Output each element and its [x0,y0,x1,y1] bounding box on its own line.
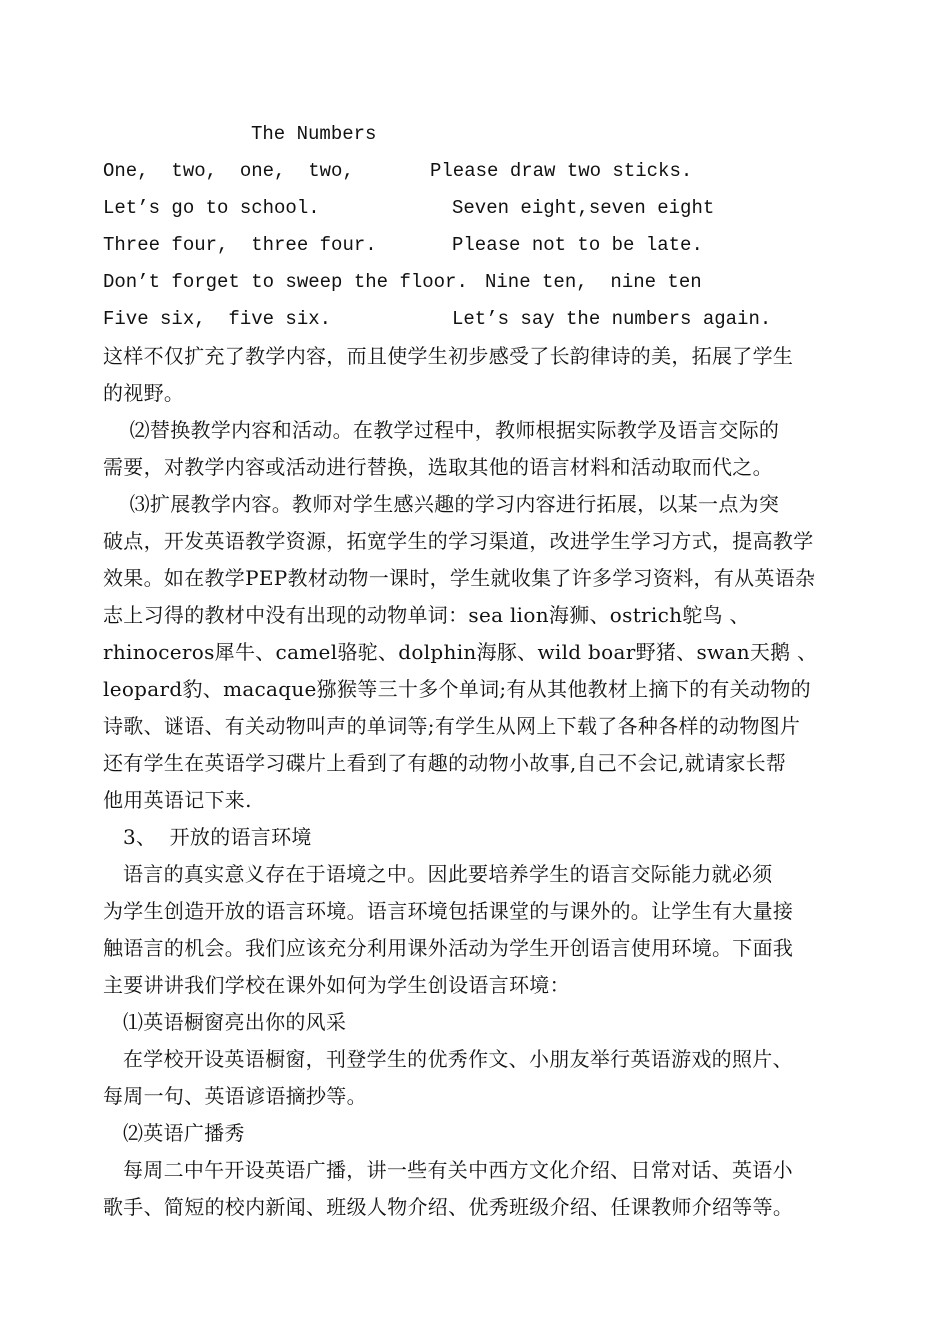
poem-line-left: Five six, five six. [103,308,332,330]
body-line: 这样不仅扩充了教学内容，而且使学生初步感受了长韵律诗的美，拓展了学生 [103,344,794,368]
body-line: 破点，开发英语教学资源，拓宽学生的学习渠道，改进学生学习方式，提高教学 [103,529,814,553]
poem-line-left: Don’t forget to sweep the floor. [103,271,468,293]
body-line: 在学校开设英语橱窗，刊登学生的优秀作文、小朋友举行英语游戏的照片、 [103,1047,793,1071]
poem-line-right: Let’s say the numbers again. [452,308,772,330]
body-line: ⑵替换教学内容和活动。在教学过程中，教师根据实际教学及语言交际的 [103,418,780,442]
body-line: 主要讲讲我们学校在课外如何为学生创设语言环境： [103,973,570,997]
body-line: 语言的真实意义存在于语境之中。因此要培养学生的语言交际能力就必须 [103,862,773,886]
body-line: 效果。如在教学PEP教材动物一课时，学生就收集了许多学习资料，有从英语杂 [103,566,816,590]
poem-line-right: Please not to be late. [452,234,703,256]
subsection-heading: ⑴英语橱窗亮出你的风采 [103,1010,347,1034]
body-line: 每周一句、英语谚语摘抄等。 [103,1084,367,1108]
section-heading: 3、 开放的语言环境 [103,825,312,849]
body-line: 为学生创造开放的语言环境。语言环境包括课堂的与课外的。让学生有大量接 [103,899,794,923]
poem-line-left: Three four, three four. [103,234,377,256]
body-line: 诗歌、谜语、有关动物叫声的单词等;有学生从网上下载了各种各样的动物图片 [103,714,801,738]
body-line: rhinoceros犀牛、camel骆驼、dolphin海豚、wild boar野猪、swan天鹅 、 [103,640,818,664]
poem-line-left: One, two, one, two, [103,160,354,182]
body-line: 还有学生在英语学习碟片上看到了有趣的动物小故事,自己不会记,就请家长帮 [103,751,787,775]
body-line: leopard豹、macaque猕猴等三十多个单词;有从其他教材上摘下的有关动物的 [103,677,811,701]
poem-line-right: Nine ten, nine ten [485,271,702,293]
body-line: 每周二中午开设英语广播，讲一些有关中西方文化介绍、日常对话、英语小 [103,1158,793,1182]
body-line: ⑶扩展教学内容。教师对学生感兴趣的学习内容进行拓展，以某一点为突 [103,492,780,516]
body-line: 需要，对教学内容或活动进行替换，选取其他的语言材料和活动取而代之。 [103,455,773,479]
body-line: 他用英语记下来. [103,788,252,812]
body-line: 歌手、简短的校内新闻、班级人物介绍、优秀班级介绍、任课教师介绍等等。 [103,1195,794,1219]
body-line: 触语言的机会。我们应该充分利用课外活动为学生开创语言使用环境。下面我 [103,936,794,960]
body-line: 志上习得的教材中没有出现的动物单词：sea lion海狮、ostrich鸵鸟 、 [103,603,750,627]
poem-title: The Numbers [251,123,377,145]
subsection-heading: ⑵英语广播秀 [103,1121,245,1145]
body-line: 的视野。 [103,381,185,405]
poem-line-right: Seven eight,seven eight [452,197,715,219]
poem-line-left: Let’s go to school. [103,197,320,219]
poem-line-right: Please draw two sticks. [430,160,693,182]
